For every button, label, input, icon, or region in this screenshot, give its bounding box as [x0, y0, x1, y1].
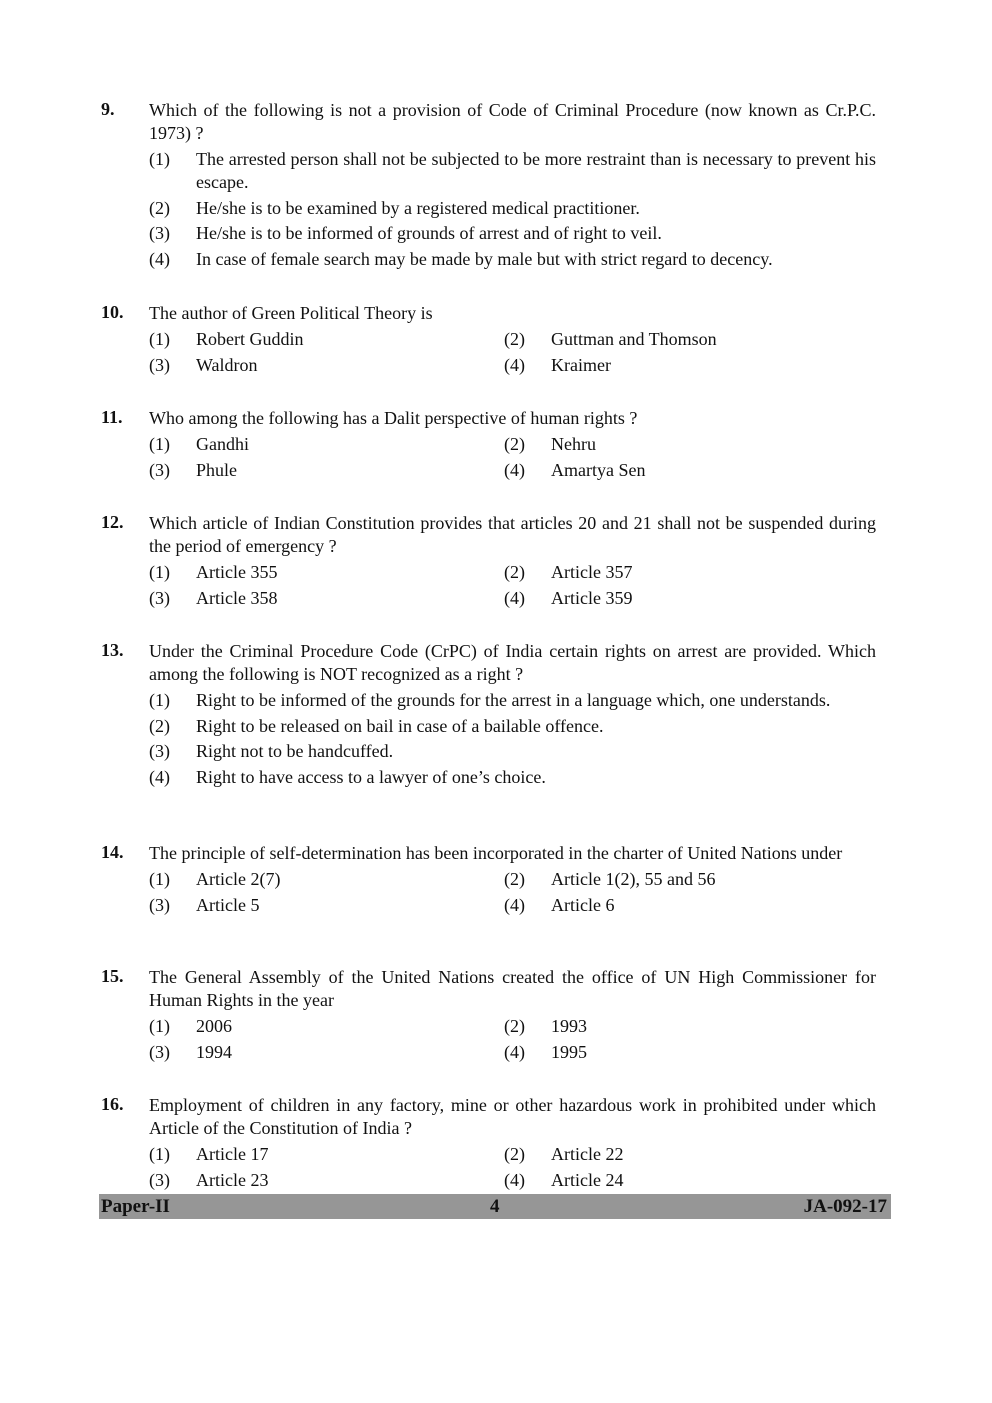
option: [504, 354, 876, 377]
option-text: Article 1(2), 55 and 56: [551, 869, 716, 889]
option-number: (4): [504, 1042, 525, 1062]
option-number: (2): [504, 562, 525, 582]
option-text: Article 357: [551, 562, 633, 582]
option: [149, 1169, 504, 1192]
option-number: (3): [149, 1170, 170, 1190]
option: [149, 766, 876, 789]
option-number: (2): [504, 869, 525, 889]
option-text: Phule: [196, 460, 238, 480]
option-text: Kraimer: [551, 355, 611, 375]
option-text: Article 355: [196, 562, 278, 582]
option-text: The arrested person shall not be subjected to be more restraint than is necessary to prevent his escape.: [196, 149, 876, 192]
option-number: (4): [504, 355, 525, 375]
option-text: Article 23: [196, 1170, 269, 1190]
option-number: (3): [149, 223, 170, 243]
option: [504, 459, 876, 482]
option: [504, 894, 876, 917]
option-number: (4): [149, 766, 170, 787]
option: [504, 868, 876, 891]
option-number: (1): [149, 1016, 170, 1036]
question-number: 13.: [101, 640, 124, 660]
option: [149, 1041, 504, 1064]
question-15: [101, 966, 876, 1064]
option: [149, 433, 504, 456]
option: [504, 1041, 876, 1064]
option-number: (1): [149, 869, 170, 889]
option-text: Amartya Sen: [551, 460, 646, 480]
option-text: Right not to be handcuffed.: [196, 741, 394, 761]
question-text: The author of Green Political Theory is: [149, 303, 433, 323]
page-number: 4: [490, 1196, 500, 1217]
option: [149, 222, 876, 245]
option-number: (2): [149, 197, 170, 218]
option: [149, 561, 504, 584]
option-number: (3): [149, 1042, 170, 1062]
option: [149, 248, 876, 271]
option-text: Article 22: [551, 1144, 624, 1164]
option-text: Nehru: [551, 434, 596, 454]
question-number: 11.: [101, 407, 123, 427]
question-number: 15.: [101, 966, 124, 986]
option-text: Waldron: [196, 355, 258, 375]
option-text: Article 358: [196, 588, 278, 608]
option: [149, 715, 876, 738]
option: [149, 148, 876, 194]
option-number: (4): [504, 1170, 525, 1190]
option-number: (3): [149, 355, 170, 375]
question-text: Employment of children in any factory, mine or other hazardous work in prohibited under which Article of the Constitution of India ?: [149, 1095, 876, 1138]
option: [504, 328, 876, 351]
option-number: (1): [149, 1144, 170, 1164]
option-number: (3): [149, 741, 170, 761]
option: [504, 1169, 876, 1192]
question-text: Which article of Indian Constitution provides that articles 20 and 21 shall not be suspended during the period of emergency ?: [149, 513, 876, 556]
option-number: (2): [504, 1144, 525, 1164]
question-10: [101, 302, 876, 377]
question-9: [101, 99, 876, 271]
option-number: (4): [504, 895, 525, 915]
option-text: He/she is to be examined by a registered medical practitioner.: [196, 197, 640, 218]
option-number: (4): [504, 460, 525, 480]
option: [149, 894, 504, 917]
question-text: Under the Criminal Procedure Code (CrPC) of India certain rights on arrest are provided. Which among the following is NOT recognized as a right ?: [149, 641, 876, 684]
option-text: Right to be informed of the grounds for the arrest in a language which, one understands.: [196, 690, 831, 710]
option-text: Article 6: [551, 895, 615, 915]
question-number: 16.: [101, 1094, 124, 1114]
option-text: In case of female search may be made by male but with strict regard to decency.: [196, 248, 773, 269]
option-text: 2006: [196, 1016, 232, 1036]
option-text: Gandhi: [196, 434, 249, 454]
option-number: (1): [149, 434, 170, 454]
option: [149, 328, 504, 351]
paper-label: Paper-II: [101, 1196, 170, 1217]
option-number: (3): [149, 460, 170, 480]
option: [149, 689, 876, 712]
question-13: [101, 640, 876, 789]
question-number: 14.: [101, 842, 124, 862]
option: [504, 1143, 876, 1166]
question-text: Who among the following has a Dalit perspective of human rights ?: [149, 408, 638, 428]
option: [149, 1143, 504, 1166]
option-text: He/she is to be informed of grounds of arrest and of right to veil.: [196, 223, 662, 243]
option-text: Right to be released on bail in case of a bailable offence.: [196, 715, 604, 736]
option-number: (1): [149, 562, 170, 582]
question-text: Which of the following is not a provision of Code of Criminal Procedure (now known as Cr.P.C. 1973) ?: [149, 100, 876, 143]
option-text: Article 2(7): [196, 869, 281, 889]
option-number: (1): [149, 149, 170, 169]
option-text: Guttman and Thomson: [551, 329, 717, 349]
option: [149, 197, 876, 220]
question-11: [101, 407, 876, 482]
option-text: 1994: [196, 1042, 232, 1062]
option-text: 1995: [551, 1042, 587, 1062]
option-number: (2): [504, 1016, 525, 1036]
paper-code: JA-092-17: [803, 1196, 887, 1217]
question-number: 12.: [101, 512, 124, 532]
page-footer: [99, 1194, 891, 1219]
option: [149, 740, 876, 763]
question-12: [101, 512, 876, 610]
option-text: Article 24: [551, 1170, 624, 1190]
option-text: Article 5: [196, 895, 260, 915]
question-16: [101, 1094, 876, 1192]
question-number: 9.: [101, 99, 115, 119]
option-number: (2): [504, 434, 525, 454]
option-number: (1): [149, 329, 170, 349]
option-number: (3): [149, 895, 170, 915]
question-number: 10.: [101, 302, 124, 322]
option-number: (4): [149, 248, 170, 269]
option-text: Right to have access to a lawyer of one’s choice.: [196, 766, 546, 787]
option-text: 1993: [551, 1016, 587, 1036]
question-14: [101, 842, 876, 917]
option-text: Robert Guddin: [196, 329, 304, 349]
option-text: Article 17: [196, 1144, 269, 1164]
option-number: (2): [504, 329, 525, 349]
option: [149, 354, 504, 377]
question-text: The principle of self-determination has been incorporated in the charter of United Nations under: [149, 843, 843, 863]
question-text: The General Assembly of the United Nations created the office of UN High Commissioner for Human Rights in the year: [149, 967, 876, 1010]
option: [504, 561, 876, 584]
option-text: Article 359: [551, 588, 633, 608]
option: [149, 459, 504, 482]
option: [149, 587, 504, 610]
option: [504, 587, 876, 610]
option-number: (3): [149, 588, 170, 608]
option: [149, 1015, 504, 1038]
option: [504, 433, 876, 456]
option: [504, 1015, 876, 1038]
option-number: (1): [149, 690, 170, 710]
option-number: (4): [504, 588, 525, 608]
option: [149, 868, 504, 891]
option-number: (2): [149, 715, 170, 736]
